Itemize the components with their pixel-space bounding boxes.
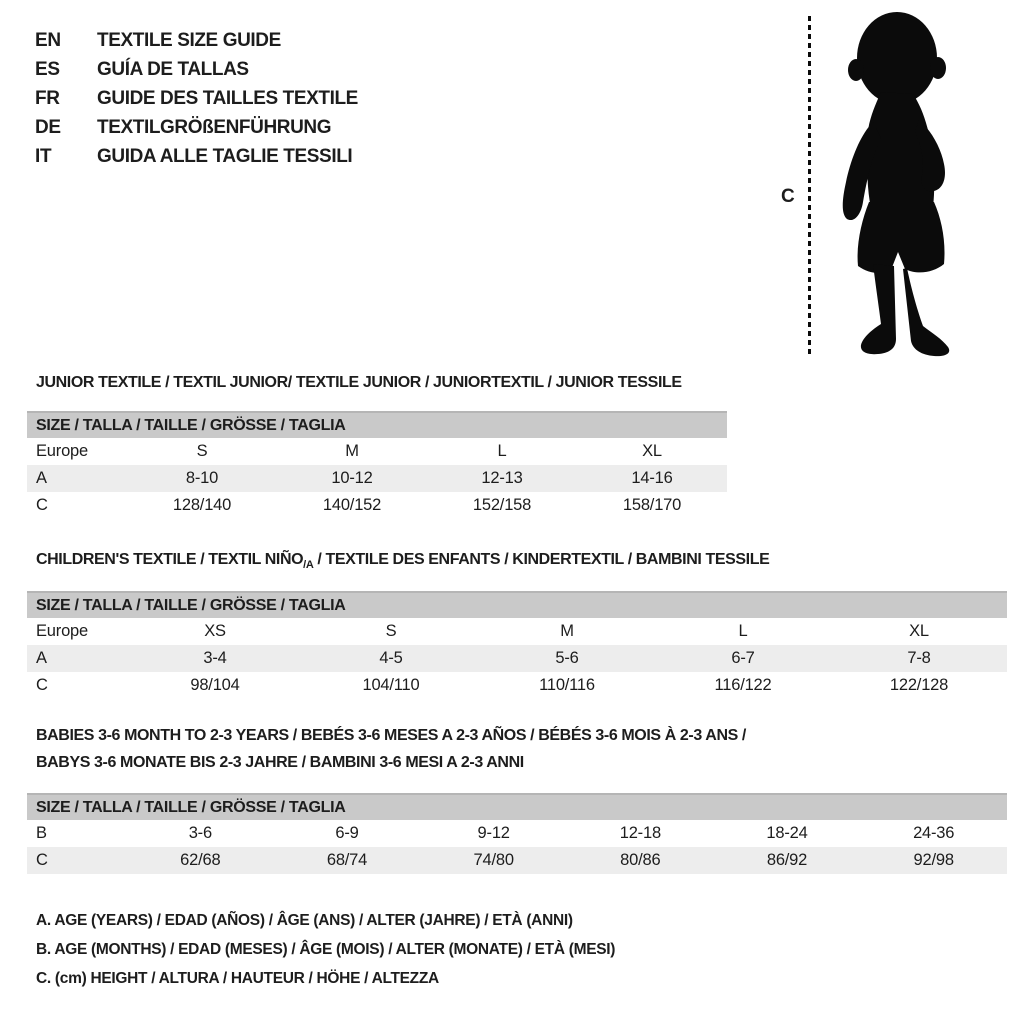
table-row-months (27, 820, 1007, 847)
language-title-block (35, 26, 358, 171)
size-cell: XL (909, 622, 929, 640)
size-cell: M (560, 622, 574, 640)
height-cell: 128/140 (172, 496, 232, 514)
age-cell: 7-8 (907, 649, 931, 667)
size-cell: XS (204, 622, 226, 640)
language-row (35, 84, 358, 113)
guide-title: GUÍA DE TALLAS (97, 58, 249, 80)
height-cell: 98/104 (190, 676, 240, 694)
language-row (35, 113, 358, 142)
height-cell: 68/74 (326, 851, 368, 869)
size-cell: XL (642, 442, 662, 460)
language-code: ES (35, 58, 60, 80)
title-line: BABIES 3-6 MONTH TO 2-3 YEARS / BEBÉS 3-6 MESES A 2-3 AÑOS / BÉBÉS 3-6 MOIS À 2-3 ANS / (36, 727, 746, 744)
height-cell: 74/80 (473, 851, 514, 869)
height-cell: 62/68 (180, 851, 221, 869)
height-cell: 110/116 (539, 676, 595, 694)
title-text: CHILDREN'S TEXTILE / TEXTIL NIÑO (36, 551, 304, 568)
height-cell: 122/128 (889, 676, 949, 694)
age-cell: 24-36 (913, 824, 955, 842)
age-cell: 14-16 (631, 469, 673, 487)
age-cell: 8-10 (185, 469, 219, 487)
toddler-silhouette (820, 6, 972, 358)
guide-title: TEXTILGRÖßENFÜHRUNG (97, 116, 332, 138)
height-cell: 152/158 (472, 496, 532, 514)
height-cell: 92/98 (913, 851, 954, 869)
table-header: SIZE / TALLA / TAILLE / GRÖSSE / TAGLIA (27, 591, 1007, 618)
language-code: FR (35, 87, 60, 109)
age-cell: 4-5 (379, 649, 403, 667)
guide-title: GUIDA ALLE TAGLIE TESSILI (97, 145, 353, 167)
guide-title: TEXTILE SIZE GUIDE (97, 29, 281, 51)
footnote-age-months: B. AGE (MONTHS) / EDAD (MESES) / ÂGE (MOIS) / ALTER (MONATE) / ETÀ (MESI) (36, 941, 616, 958)
size-cell: L (497, 442, 507, 460)
guide-title: GUIDE DES TAILLES TEXTILE (97, 87, 358, 109)
section-title-babies (36, 722, 746, 776)
section-title-children (36, 546, 769, 579)
language-row (35, 55, 358, 84)
height-cell: 158/170 (622, 496, 682, 514)
table-row-height (27, 492, 727, 519)
language-code: IT (35, 145, 52, 167)
table-row-europe (27, 438, 727, 465)
age-cell: 12-13 (481, 469, 523, 487)
height-cell: 140/152 (322, 496, 382, 514)
footnote-age-years: A. AGE (YEARS) / EDAD (AÑOS) / ÂGE (ANS) / ALTER (JAHRE) / ETÀ (ANNI) (36, 912, 573, 929)
age-cell: 3-6 (188, 824, 212, 842)
age-cell: 6-7 (731, 649, 755, 667)
language-row (35, 26, 358, 55)
table-row-europe (27, 618, 1007, 645)
row-label: A (36, 649, 47, 667)
language-row (35, 142, 358, 171)
table-row-age (27, 465, 727, 492)
height-cell: 86/92 (766, 851, 808, 869)
height-measure-dashed-line (808, 16, 811, 356)
row-label: Europe (36, 622, 89, 640)
size-cell: M (345, 442, 359, 460)
table-header: SIZE / TALLA / TAILLE / GRÖSSE / TAGLIA (27, 793, 1007, 820)
table-row-height (27, 672, 1007, 699)
section-title-junior: JUNIOR TEXTILE / TEXTIL JUNIOR/ TEXTILE JUNIOR / JUNIORTEXTIL / JUNIOR TESSILE (36, 374, 682, 391)
height-cell: 104/110 (362, 676, 420, 694)
junior-size-table (27, 411, 727, 519)
age-cell: 10-12 (331, 469, 373, 487)
title-subscript: /A (303, 559, 314, 572)
height-measure-label: C (781, 186, 795, 207)
title-line: BABYS 3-6 MONATE BIS 2-3 JAHRE / BAMBINI 3-6 MESI A 2-3 ANNI (36, 754, 524, 771)
language-code: EN (35, 29, 61, 51)
babies-size-table (27, 793, 1007, 874)
row-label: C (36, 496, 48, 514)
height-cell: 80/86 (620, 851, 661, 869)
age-cell: 6-9 (335, 824, 359, 842)
age-cell: 3-4 (203, 649, 227, 667)
size-cell: S (385, 622, 397, 640)
title-text: / TEXTILE DES ENFANTS / KINDERTEXTIL / BAMBINI TESSILE (313, 551, 770, 568)
age-cell: 9-12 (477, 824, 510, 842)
table-row-height (27, 847, 1007, 874)
size-cell: L (738, 622, 748, 640)
row-label: Europe (36, 442, 89, 460)
row-label: C (36, 676, 48, 694)
table-header: SIZE / TALLA / TAILLE / GRÖSSE / TAGLIA (27, 411, 727, 438)
row-label: B (36, 824, 47, 842)
row-label: A (36, 469, 47, 487)
age-cell: 5-6 (555, 649, 579, 667)
row-label: C (36, 851, 48, 869)
age-cell: 18-24 (766, 824, 808, 842)
size-cell: S (196, 442, 208, 460)
footnote-height-cm: C. (cm) HEIGHT / ALTURA / HAUTEUR / HÖHE / ALTEZZA (36, 970, 439, 987)
table-row-age (27, 645, 1007, 672)
age-cell: 12-18 (619, 824, 661, 842)
children-size-table (27, 591, 1007, 699)
language-code: DE (35, 116, 61, 138)
height-cell: 116/122 (714, 676, 772, 694)
